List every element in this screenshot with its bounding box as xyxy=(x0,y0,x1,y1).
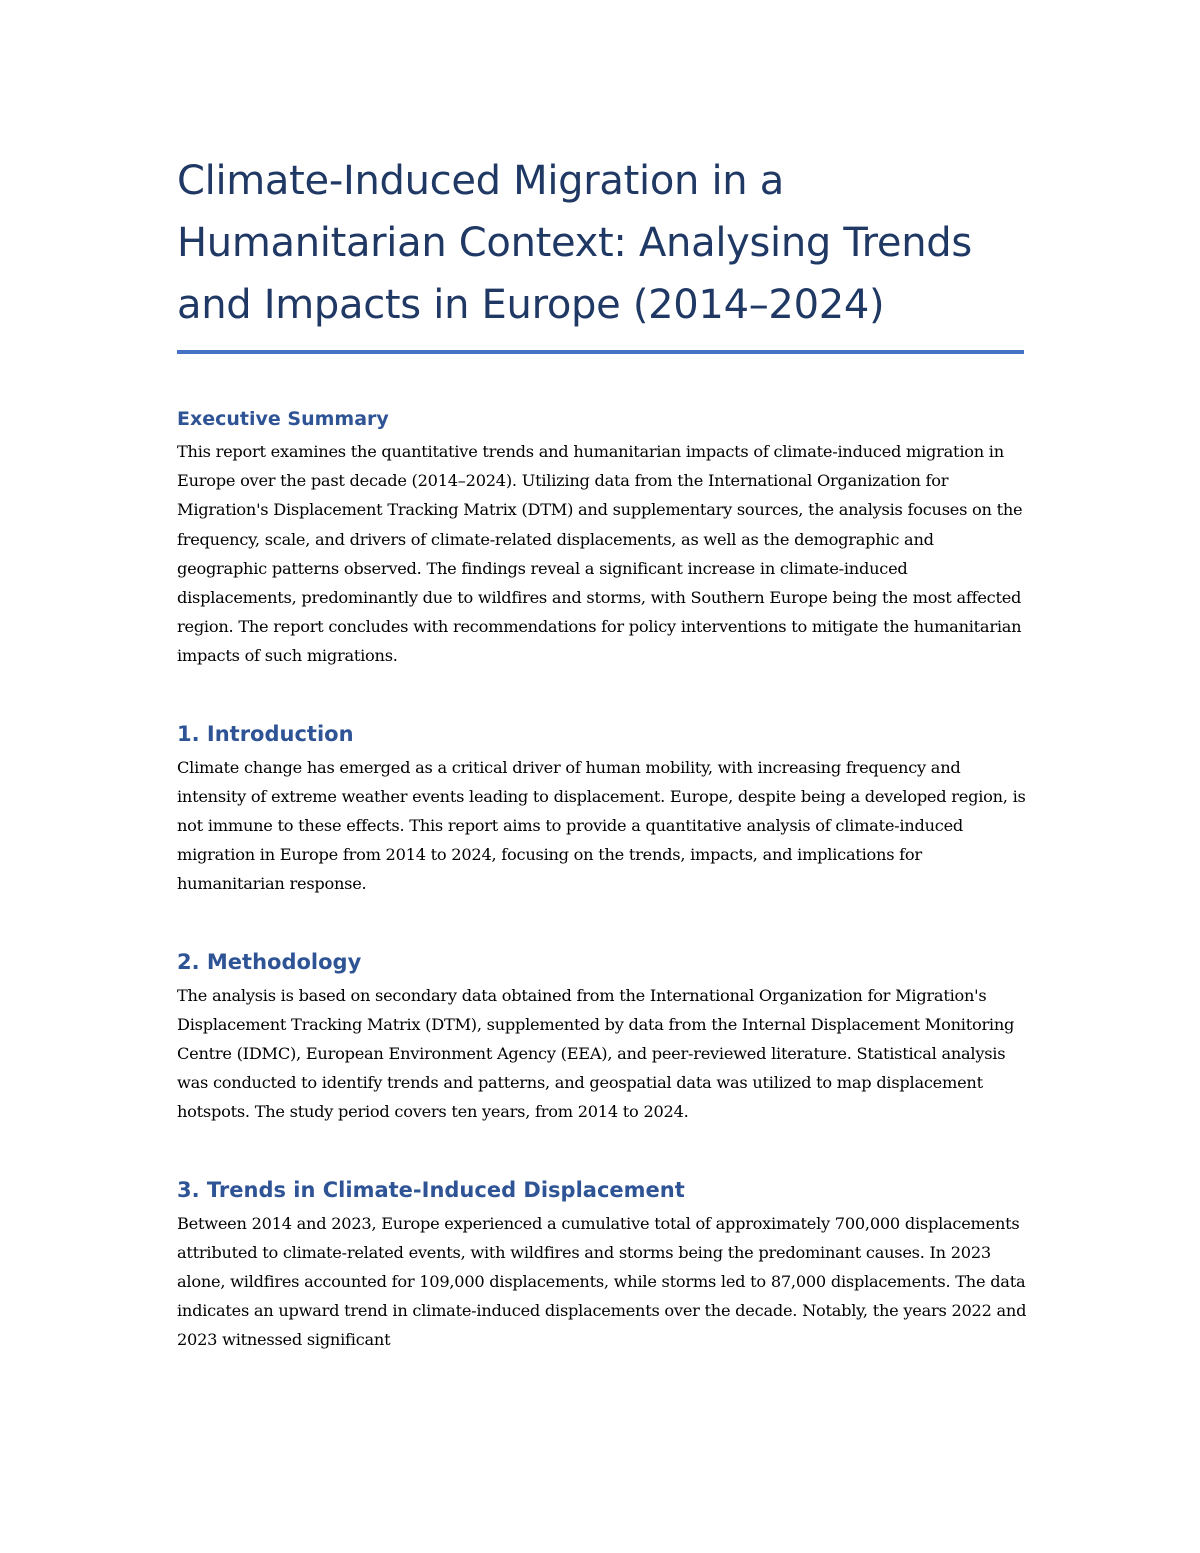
trends-heading: 3. Trends in Climate-Induced Displacement xyxy=(177,1177,685,1202)
trends-text: Between 2014 and 2023, Europe experienced a cumulative total of approximately 700,000 displacements attributed to climate-related events, with wildfires and storms being the predominant causes. In 2023 alone, wildfires accounted for 109,000 displacements, while storms led to 87,000 displacements. The data indicates an upward trend in climate-induced displacements over the decade. Notably, the years 2022 and 2023 witnessed significant xyxy=(177,1213,1027,1350)
section-methodology xyxy=(177,948,1027,1127)
section-trends xyxy=(177,1176,1027,1355)
methodology-text: The analysis is based on secondary data obtained from the International Organization for Migration's Displacement Tracking Matrix (DTM), supplemented by data from the Internal Displacement Monitoring Centre (IDMC), European Environment Agency (EEA), and peer-reviewed literature. Statistical analysis was conducted to identify trends and patterns, and geospatial data was utilized to map displacement hotspots. The study period covers ten years, from 2014 to 2024. xyxy=(177,985,1015,1122)
document-page xyxy=(177,150,1027,1355)
section-executive-summary xyxy=(177,406,1027,671)
title-underline-rule xyxy=(177,350,1024,354)
executive-summary-heading: Executive Summary xyxy=(177,408,389,430)
methodology-heading: 2. Methodology xyxy=(177,949,362,974)
document-title: Climate-Induced Migration in a Humanitarian Context: Analysing Trends and Impacts in Europe (2014–2024) xyxy=(177,158,972,328)
executive-summary-text: This report examines the quantitative trends and humanitarian impacts of climate-induced migration in Europe over the past decade (2014–2024). Utilizing data from the International Organization for Migration's Displacement Tracking Matrix (DTM) and supplementary sources, the analysis focuses on the frequency, scale, and drivers of climate-related displacements, as well as the demographic and geographic patterns observed. The findings reveal a significant increase in climate-induced displacements, predominantly due to wildfires and storms, with Southern Europe being the most affected region. The report concludes with recommendations for policy interventions to mitigate the humanitarian impacts of such migrations. xyxy=(177,442,1023,666)
introduction-text: Climate change has emerged as a critical driver of human mobility, with increasing frequency and intensity of extreme weather events leading to displacement. Europe, despite being a developed region, is not immune to these effects. This report aims to provide a quantitative analysis of climate-induced migration in Europe from 2014 to 2024, focusing on the trends, impacts, and implications for humanitarian response. xyxy=(177,757,1026,894)
section-introduction xyxy=(177,720,1027,899)
introduction-heading: 1. Introduction xyxy=(177,721,354,746)
